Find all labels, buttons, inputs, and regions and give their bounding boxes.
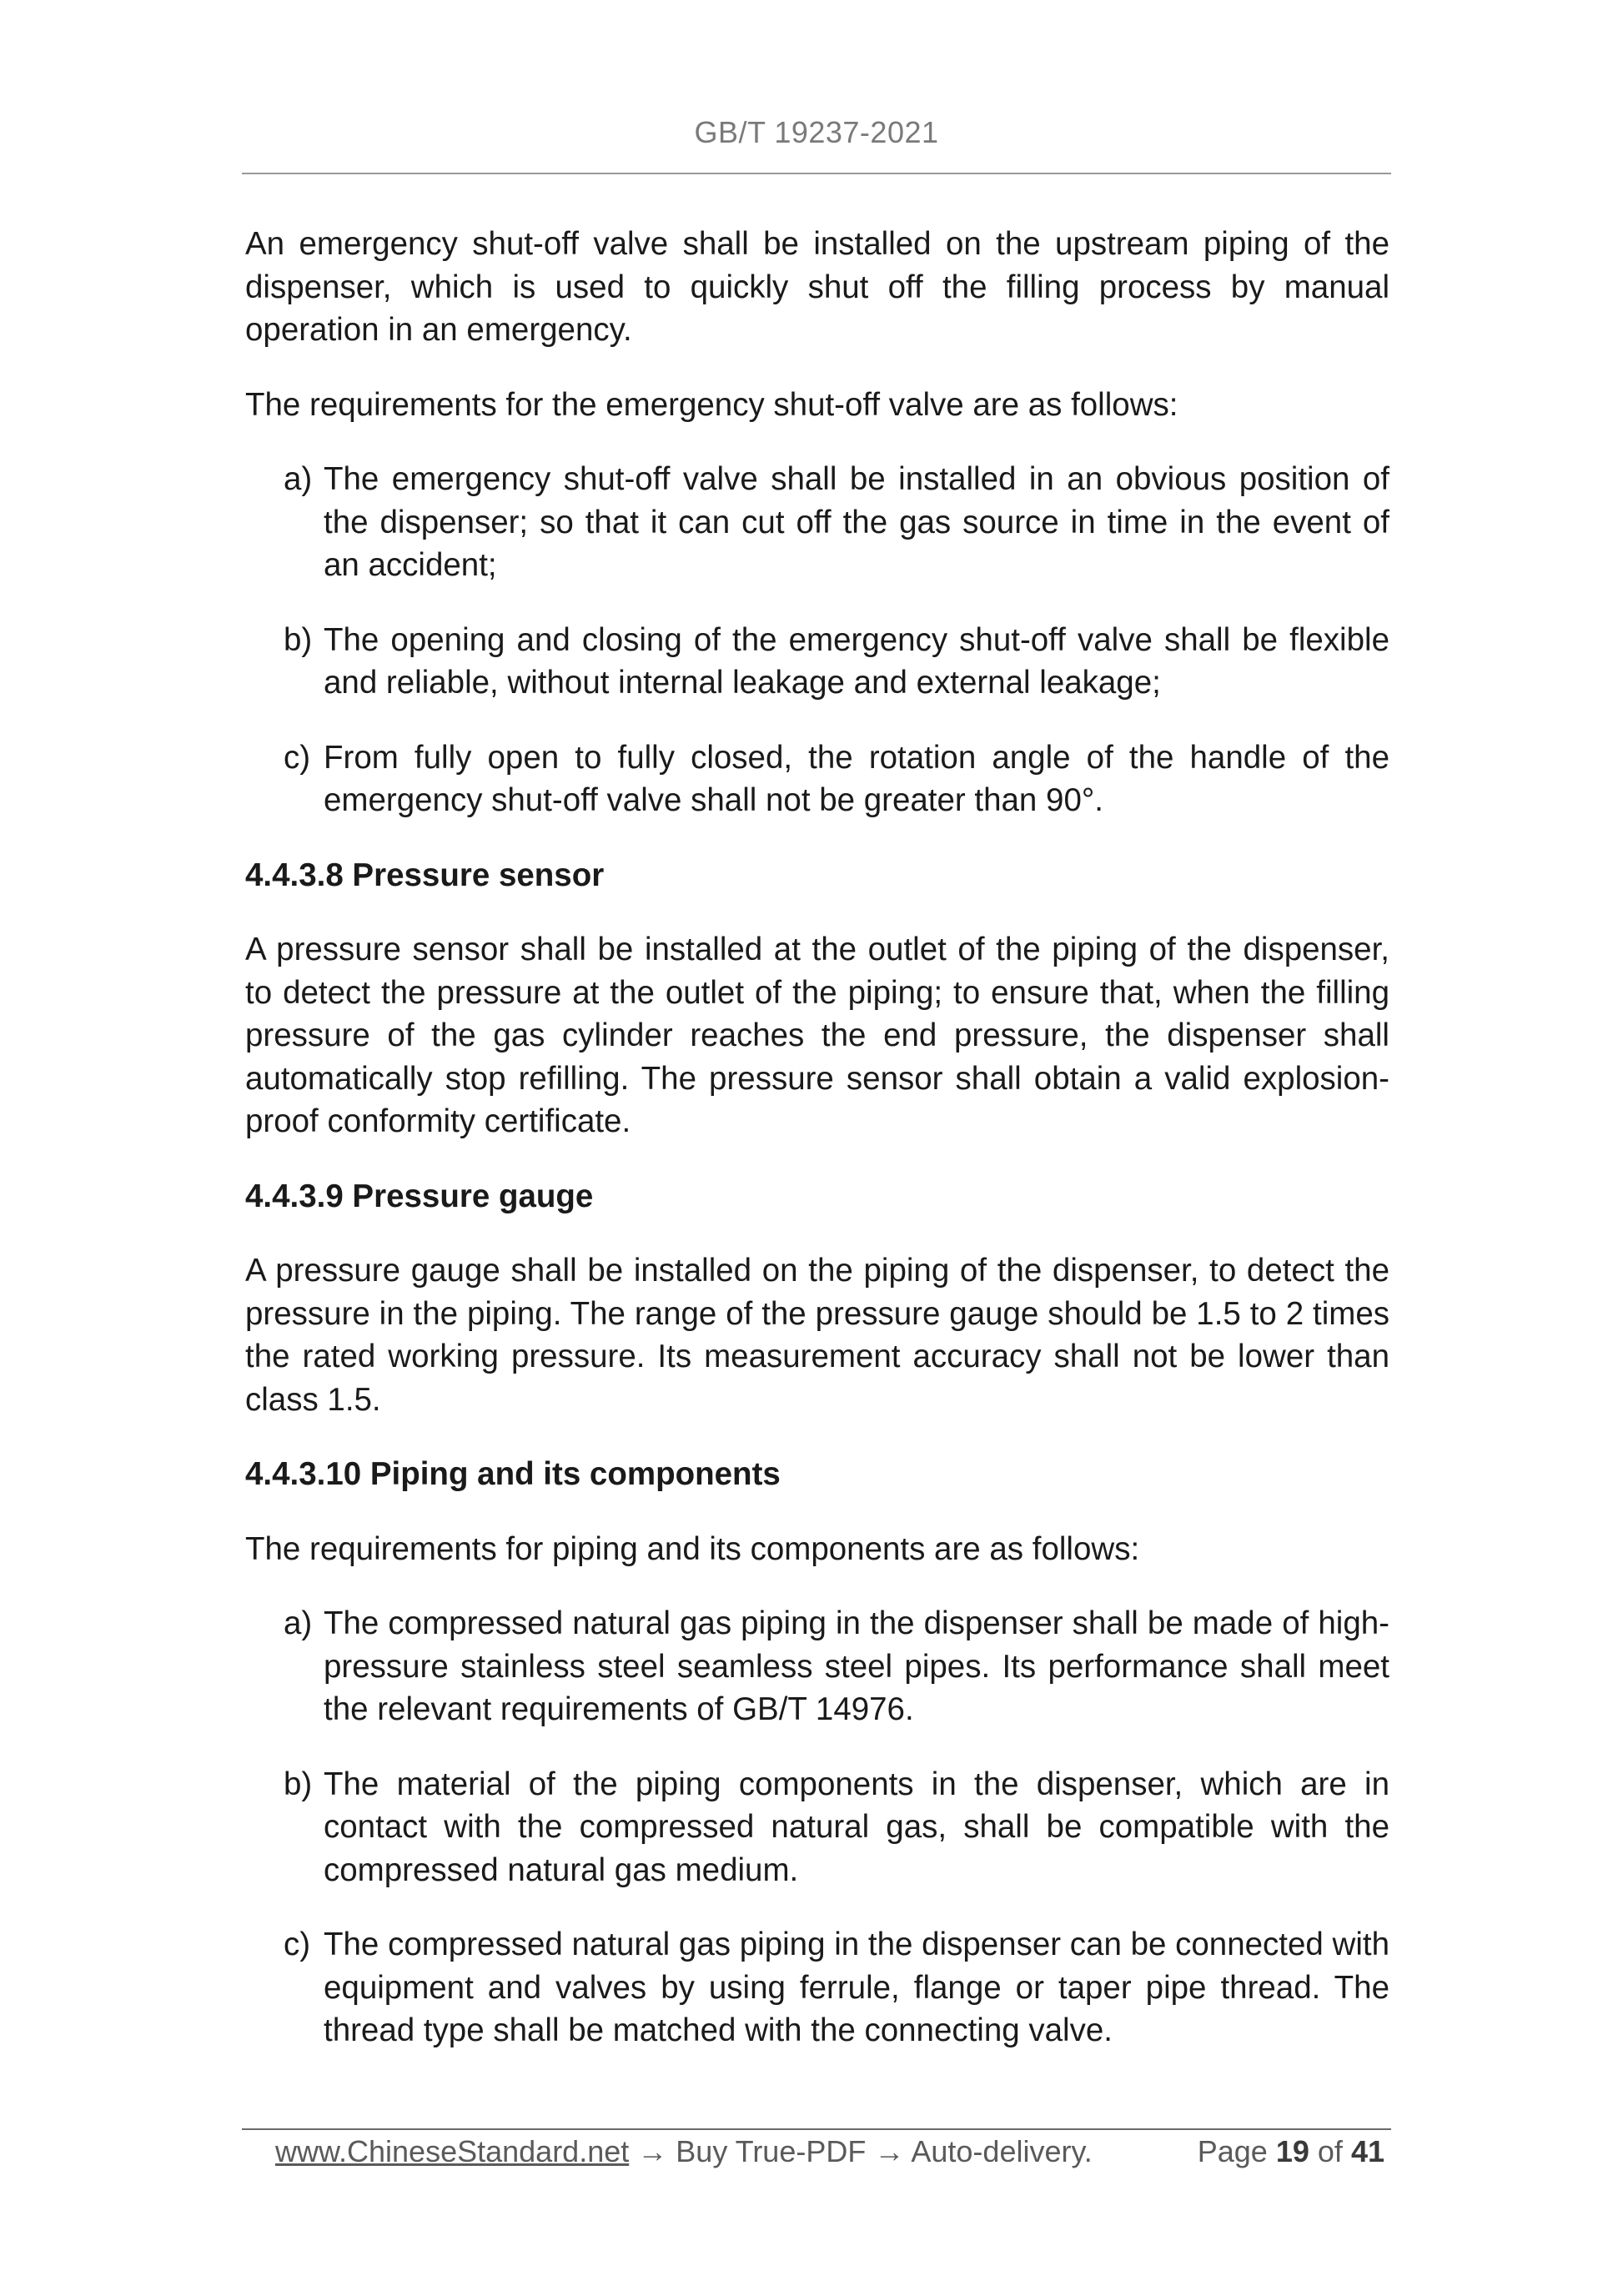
footer-divider — [242, 2128, 1391, 2130]
section-heading-pressure-sensor: 4.4.3.8 Pressure sensor — [245, 857, 605, 893]
list-item — [284, 1763, 1389, 1892]
footer-promo — [275, 2132, 1093, 2172]
intro-requirements-lead: The requirements for the emergency shut-off valve are as follows: — [245, 386, 1178, 423]
list-item-text: The material of the piping components in the dispenser, which are in contact with the compressed natural gas, shall be compatible with the compressed natural gas medium. — [324, 1766, 1389, 1888]
list-item-text: The emergency shut-off valve shall be installed in an obvious position of the dispenser; so that it can cut off the gas source in time in the event of an accident; — [324, 461, 1389, 583]
footer-buy-text: Buy True-PDF — [676, 2134, 867, 2168]
list-item — [284, 736, 1389, 822]
list-marker: b) — [284, 621, 313, 658]
list-marker: a) — [284, 461, 313, 497]
list-item — [284, 1602, 1389, 1731]
page-content — [245, 223, 1389, 2084]
list-item-text: The compressed natural gas piping in the dispenser can be connected with equipment and valves by using ferrule, flange or taper pipe thread. The thread type shall be matched with the connecting valve. — [324, 1927, 1389, 2048]
section-body-pressure-sensor: A pressure sensor shall be installed at the outlet of the piping of the dispenser, to detect the pressure at the outlet of the piping; to ensure that, when the filling pressure of the gas cylinder reaches the end pressure, the dispenser shall automatically stop refilling. The pressure sensor shall obtain a valid explosion-proof conformity certificate. — [245, 932, 1389, 1139]
list-marker: c) — [284, 1927, 311, 1962]
section-heading-piping: 4.4.3.10 Piping and its components — [245, 1456, 781, 1492]
list-marker: b) — [284, 1766, 313, 1802]
list-item-text: From fully open to fully closed, the rotation angle of the handle of the emergency shut-off valve shall not be greater than 90°. — [324, 739, 1389, 818]
arrow-right-icon: → — [874, 2134, 905, 2168]
footer-auto-text: Auto-delivery. — [911, 2134, 1093, 2168]
document-header: GB/T 19237-2021 — [694, 115, 939, 149]
page-number — [1198, 2132, 1384, 2172]
header-divider — [242, 173, 1391, 174]
of-label: of — [1317, 2134, 1343, 2168]
section-intro-piping: The requirements for piping and its components are as follows: — [245, 1530, 1140, 1567]
intro-paragraph: An emergency shut-off valve shall be installed on the upstream piping of the dispenser, which is used to quickly shut off the filling process by manual operation in an emergency. — [245, 226, 1389, 348]
list-marker: a) — [284, 1605, 313, 1641]
current-page-number: 19 — [1275, 2134, 1309, 2168]
list-item — [284, 619, 1389, 705]
website-link[interactable]: www.ChineseStandard.net — [275, 2134, 630, 2168]
page-label: Page — [1197, 2134, 1268, 2168]
section-heading-pressure-gauge: 4.4.3.9 Pressure gauge — [245, 1178, 594, 1214]
section-body-pressure-gauge: A pressure gauge shall be installed on the piping of the dispenser, to detect the pressure in the piping. The range of the pressure gauge should be 1.5 to 2 times the rated working pressure. Its measurement accuracy shall not be lower than class 1.5. — [245, 1253, 1389, 1418]
total-page-count: 41 — [1350, 2134, 1384, 2168]
list-item — [284, 1923, 1389, 2052]
arrow-right-icon: → — [637, 2134, 668, 2168]
list-item-text: The compressed natural gas piping in the dispenser shall be made of high-pressure stainless steel seamless steel pipes. Its performance shall meet the relevant requirements of GB/T 14976. — [324, 1605, 1389, 1727]
list-marker: c) — [284, 739, 311, 776]
list-item-text: The opening and closing of the emergency shut-off valve shall be flexible and reliable, without internal leakage and external leakage; — [324, 621, 1389, 701]
list-item — [284, 458, 1389, 587]
